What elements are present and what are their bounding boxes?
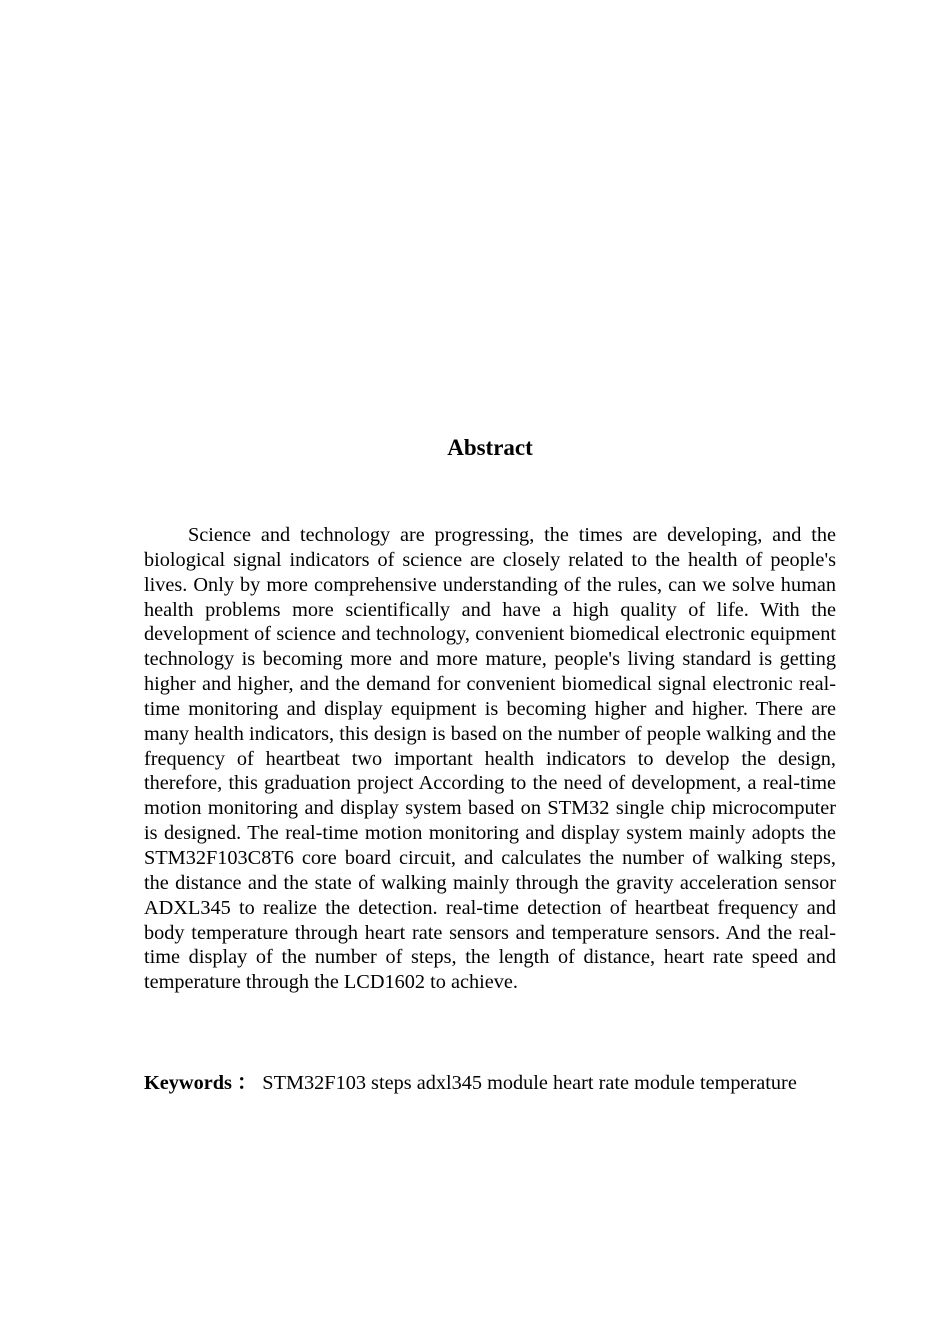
abstract-title: Abstract — [447, 435, 533, 460]
keywords-value: STM32F103 steps adxl345 module heart rate module temperature — [257, 1072, 797, 1094]
keywords-line — [144, 1071, 836, 1096]
keywords-label: Keywords ： — [144, 1072, 258, 1094]
abstract-body: Science and technology are progressing, the times are developing, and the biological signal indicators of science are closely related to the health of people's lives. Only by more comprehensive understanding of the rules, can we solve human health problems more scientifically and have a high quality of life. With the development of science and technology, convenient biomedical electronic equipment technology is becoming more and more mature, people's living standard is getting higher and higher, and the demand for convenient biomedical signal electronic real-time monitoring and display equipment is becoming higher and higher. There are many health indicators, this design is based on the number of people walking and the frequency of heartbeat two important health indicators to develop the design, therefore, this graduation project According to the need of development, a real-time motion monitoring and display system based on STM32 single chip microcomputer is designed. The real-time motion monitoring and display system mainly adopts the STM32F103C8T6 core board circuit, and calculates the number of walking steps, the distance and the state of walking mainly through the gravity acceleration sensor ADXL345 to realize the detection. real-time detection of heartbeat frequency and body temperature through heart rate sensors and temperature sensors. And the real-time display of the number of steps, the length of distance, heart rate speed and temperature through the LCD1602 to achieve. — [144, 524, 836, 994]
